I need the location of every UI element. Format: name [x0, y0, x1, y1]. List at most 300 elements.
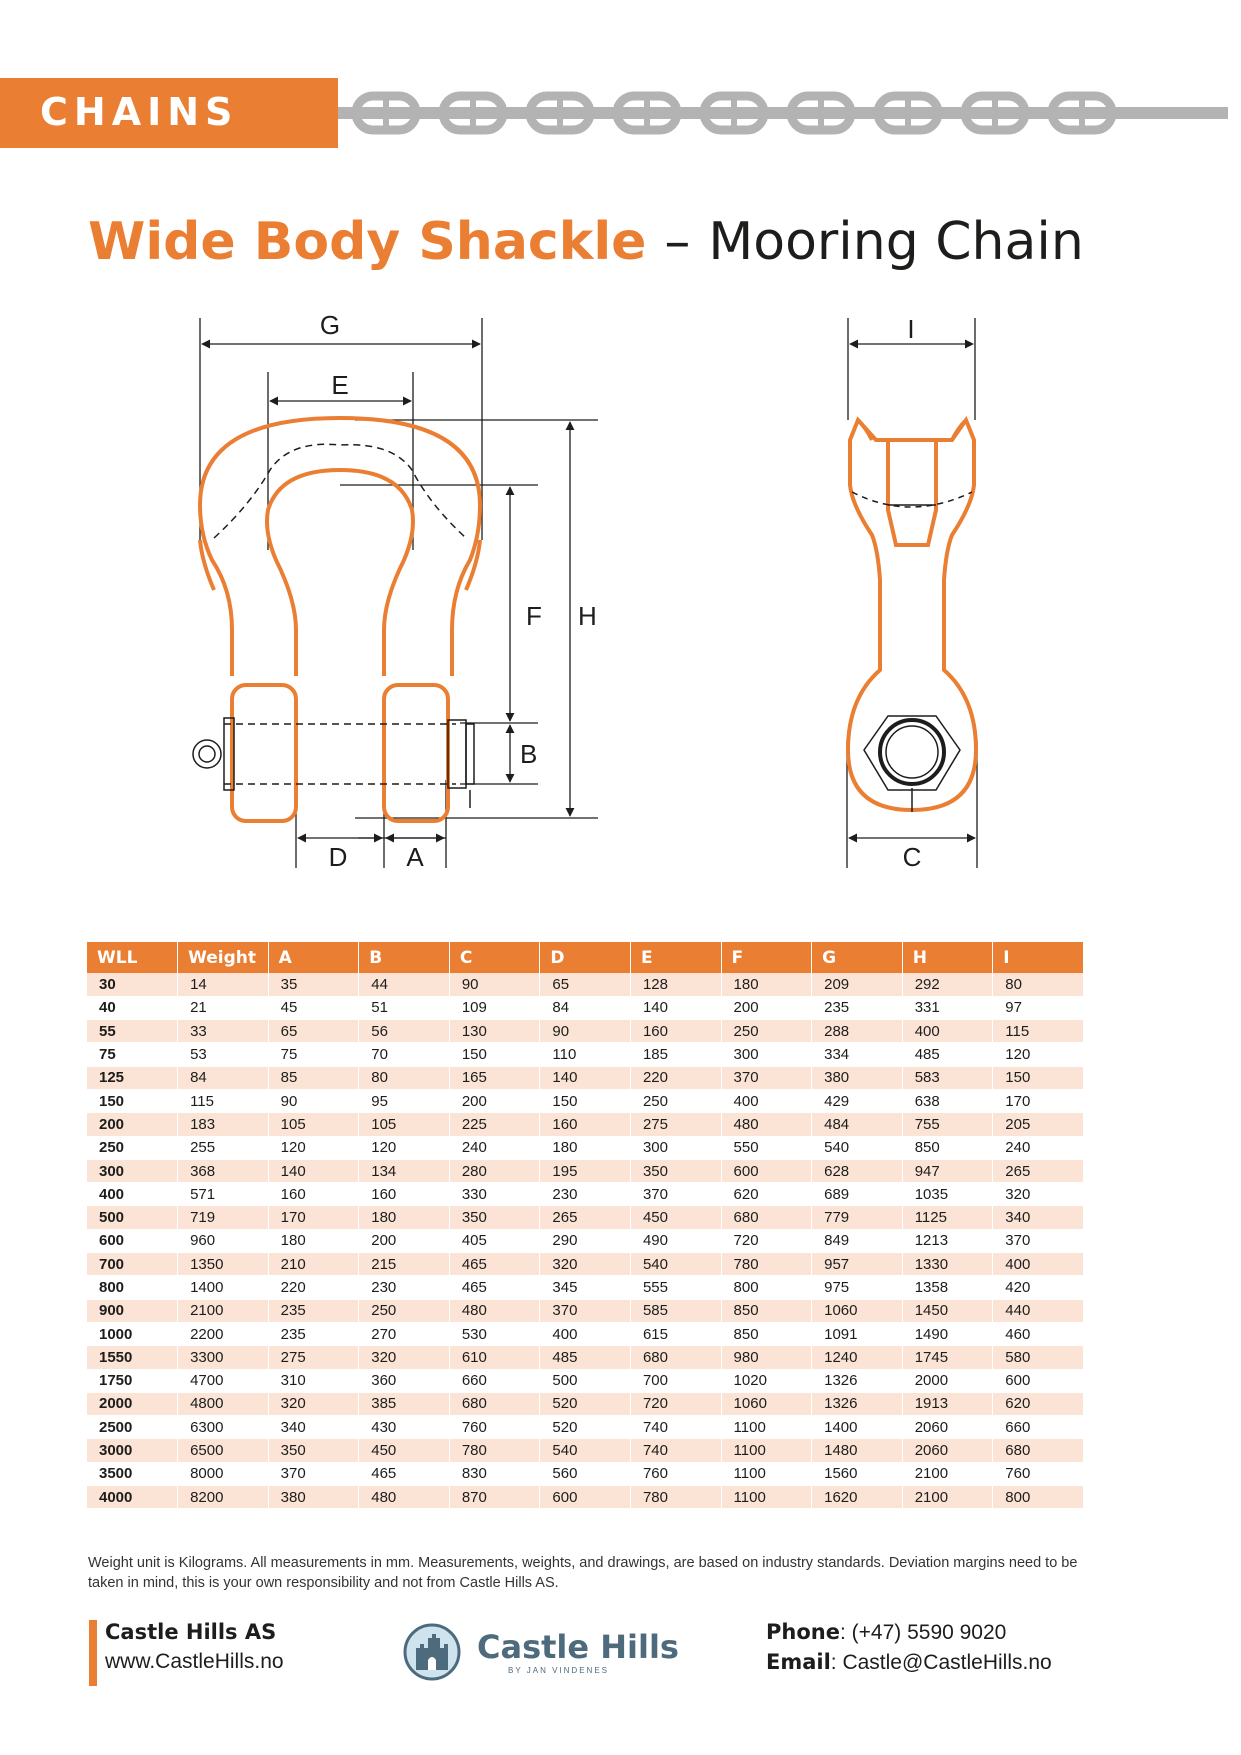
- table-cell: 230: [540, 1183, 631, 1206]
- dim-label-d: D: [328, 842, 348, 872]
- table-cell: 128: [630, 973, 721, 996]
- table-cell: 320: [268, 1392, 359, 1415]
- table-cell: 275: [268, 1346, 359, 1369]
- table-cell: 230: [359, 1276, 450, 1299]
- table-cell: 185: [630, 1043, 721, 1066]
- table-row: [87, 1416, 1084, 1439]
- table-row: [87, 1439, 1084, 1462]
- table-cell: 600: [721, 1159, 812, 1182]
- table-cell: 400: [993, 1253, 1084, 1276]
- table-cell: 183: [178, 1113, 269, 1136]
- table-row: [87, 1066, 1084, 1089]
- table-cell: 800: [87, 1276, 178, 1299]
- table-cell: 628: [812, 1159, 903, 1182]
- table-cell: 1745: [902, 1346, 993, 1369]
- table-cell: 2060: [902, 1416, 993, 1439]
- table-cell: 2100: [902, 1486, 993, 1509]
- table-cell: 160: [268, 1183, 359, 1206]
- table-cell: 620: [993, 1392, 1084, 1415]
- column-header: C: [449, 942, 540, 973]
- table-cell: 1350: [178, 1253, 269, 1276]
- table-header-row: [87, 942, 1084, 973]
- table-cell: 3500: [87, 1462, 178, 1485]
- table-cell: 200: [449, 1089, 540, 1112]
- table-cell: 615: [630, 1322, 721, 1345]
- table-cell: 90: [449, 973, 540, 996]
- table-cell: 1620: [812, 1486, 903, 1509]
- table-cell: 6500: [178, 1439, 269, 1462]
- table-cell: 620: [721, 1183, 812, 1206]
- table-cell: 4000: [87, 1486, 178, 1509]
- table-cell: 400: [87, 1183, 178, 1206]
- table-cell: 340: [993, 1206, 1084, 1229]
- table-cell: 1560: [812, 1462, 903, 1485]
- table-cell: 134: [359, 1159, 450, 1182]
- table-cell: 170: [993, 1089, 1084, 1112]
- table-cell: 210: [268, 1253, 359, 1276]
- table-cell: 1750: [87, 1369, 178, 1392]
- table-cell: 6300: [178, 1416, 269, 1439]
- table-cell: 8200: [178, 1486, 269, 1509]
- spec-table: [87, 942, 1084, 1509]
- table-cell: 1358: [902, 1276, 993, 1299]
- table-cell: 84: [540, 996, 631, 1019]
- table-row: [87, 1229, 1084, 1252]
- dim-label-e: E: [331, 370, 349, 400]
- table-cell: 235: [812, 996, 903, 1019]
- table-cell: 292: [902, 973, 993, 996]
- table-cell: 300: [630, 1136, 721, 1159]
- table-cell: 280: [449, 1159, 540, 1182]
- table-row: [87, 1089, 1084, 1112]
- table-cell: 200: [721, 996, 812, 1019]
- table-cell: 370: [268, 1462, 359, 1485]
- table-cell: 460: [993, 1322, 1084, 1345]
- table-row: [87, 1322, 1084, 1345]
- table-cell: 33: [178, 1020, 269, 1043]
- table-cell: 520: [540, 1416, 631, 1439]
- table-row: [87, 1392, 1084, 1415]
- table-cell: 109: [449, 996, 540, 1019]
- table-cell: 385: [359, 1392, 450, 1415]
- table-cell: 235: [268, 1299, 359, 1322]
- table-cell: 180: [540, 1136, 631, 1159]
- table-row: [87, 1043, 1084, 1066]
- table-cell: 400: [902, 1020, 993, 1043]
- website-link[interactable]: www.CastleHills.no: [105, 1650, 284, 1673]
- table-cell: 265: [540, 1206, 631, 1229]
- table-cell: 250: [359, 1299, 450, 1322]
- table-cell: 65: [540, 973, 631, 996]
- table-cell: 947: [902, 1159, 993, 1182]
- footer-accent-bar: [89, 1620, 97, 1686]
- table-cell: 975: [812, 1276, 903, 1299]
- table-cell: 1400: [178, 1276, 269, 1299]
- table-cell: 1100: [721, 1439, 812, 1462]
- table-cell: 500: [87, 1206, 178, 1229]
- table-cell: 560: [540, 1462, 631, 1485]
- table-cell: 75: [268, 1043, 359, 1066]
- table-cell: 405: [449, 1229, 540, 1252]
- table-cell: 719: [178, 1206, 269, 1229]
- table-cell: 120: [268, 1136, 359, 1159]
- page-title: [88, 212, 1084, 272]
- table-cell: 1326: [812, 1369, 903, 1392]
- table-cell: 3300: [178, 1346, 269, 1369]
- table-cell: 225: [449, 1113, 540, 1136]
- table-cell: 480: [449, 1299, 540, 1322]
- table-cell: 530: [449, 1322, 540, 1345]
- column-header: F: [721, 942, 812, 973]
- dim-label-b: B: [520, 739, 538, 769]
- table-cell: 3000: [87, 1439, 178, 1462]
- table-cell: 265: [993, 1159, 1084, 1182]
- table-cell: 571: [178, 1183, 269, 1206]
- table-cell: 490: [630, 1229, 721, 1252]
- table-cell: 720: [630, 1392, 721, 1415]
- table-cell: 1490: [902, 1322, 993, 1345]
- table-cell: 429: [812, 1089, 903, 1112]
- table-cell: 330: [449, 1183, 540, 1206]
- table-cell: 80: [993, 973, 1084, 996]
- table-cell: 240: [449, 1136, 540, 1159]
- shackle-drawing: [0, 300, 1241, 880]
- table-cell: 2200: [178, 1322, 269, 1345]
- column-header: D: [540, 942, 631, 973]
- title-subtitle: Mooring Chain: [708, 212, 1084, 272]
- table-cell: 680: [993, 1439, 1084, 1462]
- table-cell: 345: [540, 1276, 631, 1299]
- table-cell: 1913: [902, 1392, 993, 1415]
- category-banner: [0, 78, 338, 148]
- table-cell: 555: [630, 1276, 721, 1299]
- table-cell: 370: [540, 1299, 631, 1322]
- table-cell: 800: [993, 1486, 1084, 1509]
- table-cell: 440: [993, 1299, 1084, 1322]
- table-cell: 95: [359, 1089, 450, 1112]
- table-cell: 760: [993, 1462, 1084, 1485]
- table-cell: 1000: [87, 1322, 178, 1345]
- table-cell: 80: [359, 1066, 450, 1089]
- table-cell: 160: [540, 1113, 631, 1136]
- table-cell: 125: [87, 1066, 178, 1089]
- table-cell: 275: [630, 1113, 721, 1136]
- table-cell: 380: [812, 1066, 903, 1089]
- table-cell: 250: [87, 1136, 178, 1159]
- table-cell: 465: [449, 1276, 540, 1299]
- table-cell: 350: [449, 1206, 540, 1229]
- table-cell: 209: [812, 973, 903, 996]
- table-cell: 850: [721, 1322, 812, 1345]
- table-cell: 849: [812, 1229, 903, 1252]
- table-cell: 850: [721, 1299, 812, 1322]
- table-cell: 105: [359, 1113, 450, 1136]
- dim-label-a: A: [406, 842, 424, 872]
- table-cell: 610: [449, 1346, 540, 1369]
- title-product: Wide Body Shackle: [88, 212, 647, 272]
- phone-label: Phone: [766, 1620, 840, 1644]
- table-cell: 2500: [87, 1416, 178, 1439]
- table-cell: 2000: [902, 1369, 993, 1392]
- table-cell: 120: [359, 1136, 450, 1159]
- table-cell: 370: [721, 1066, 812, 1089]
- table-cell: 40: [87, 996, 178, 1019]
- table-cell: 165: [449, 1066, 540, 1089]
- table-cell: 430: [359, 1416, 450, 1439]
- table-cell: 65: [268, 1020, 359, 1043]
- table-cell: 8000: [178, 1462, 269, 1485]
- table-cell: 485: [902, 1043, 993, 1066]
- table-cell: 220: [268, 1276, 359, 1299]
- table-cell: 140: [630, 996, 721, 1019]
- table-cell: 288: [812, 1020, 903, 1043]
- table-cell: 900: [87, 1299, 178, 1322]
- table-cell: 44: [359, 973, 450, 996]
- email-label: Email: [766, 1650, 831, 1674]
- table-cell: 140: [268, 1159, 359, 1182]
- banner-label: CHAINS: [40, 90, 239, 134]
- table-row: [87, 1299, 1084, 1322]
- table-cell: 115: [178, 1089, 269, 1112]
- table-cell: 580: [993, 1346, 1084, 1369]
- table-cell: 960: [178, 1229, 269, 1252]
- table-cell: 850: [902, 1136, 993, 1159]
- table-cell: 1035: [902, 1183, 993, 1206]
- table-row: [87, 973, 1084, 996]
- table-cell: 2000: [87, 1392, 178, 1415]
- table-cell: 320: [993, 1183, 1084, 1206]
- dim-label-g: G: [319, 310, 341, 340]
- table-cell: 160: [359, 1183, 450, 1206]
- table-cell: 85: [268, 1066, 359, 1089]
- table-cell: 4800: [178, 1392, 269, 1415]
- table-cell: 585: [630, 1299, 721, 1322]
- table-cell: 660: [993, 1416, 1084, 1439]
- column-header: WLL: [87, 942, 178, 973]
- table-cell: 1060: [721, 1392, 812, 1415]
- dim-label-f: F: [526, 601, 542, 631]
- table-cell: 484: [812, 1113, 903, 1136]
- table-cell: 75: [87, 1043, 178, 1066]
- table-row: [87, 1206, 1084, 1229]
- logo-tagline: BY JAN VINDENES: [508, 1666, 609, 1675]
- phone-number[interactable]: : (+47) 5590 9020: [839, 1621, 1007, 1644]
- table-cell: 270: [359, 1322, 450, 1345]
- table-cell: 480: [721, 1113, 812, 1136]
- table-cell: 780: [449, 1439, 540, 1462]
- table-cell: 450: [359, 1439, 450, 1462]
- dim-label-c: C: [902, 842, 922, 872]
- table-cell: 680: [449, 1392, 540, 1415]
- table-cell: 205: [993, 1113, 1084, 1136]
- table-cell: 300: [721, 1043, 812, 1066]
- table-cell: 1326: [812, 1392, 903, 1415]
- table-cell: 215: [359, 1253, 450, 1276]
- phone-contact: [766, 1620, 1006, 1645]
- table-cell: 14: [178, 973, 269, 996]
- table-cell: 150: [540, 1089, 631, 1112]
- table-cell: 255: [178, 1136, 269, 1159]
- table-cell: 310: [268, 1369, 359, 1392]
- table-cell: 540: [630, 1253, 721, 1276]
- table-row: [87, 1369, 1084, 1392]
- table-cell: 755: [902, 1113, 993, 1136]
- table-row: [87, 1020, 1084, 1043]
- table-cell: 689: [812, 1183, 903, 1206]
- table-cell: 170: [268, 1206, 359, 1229]
- logo-name: Castle Hills: [477, 1628, 679, 1666]
- table-cell: 1450: [902, 1299, 993, 1322]
- table-cell: 380: [268, 1486, 359, 1509]
- title-separator: –: [664, 212, 691, 272]
- table-cell: 583: [902, 1066, 993, 1089]
- table-cell: 780: [630, 1486, 721, 1509]
- table-cell: 740: [630, 1439, 721, 1462]
- table-cell: 250: [630, 1089, 721, 1112]
- table-cell: 84: [178, 1066, 269, 1089]
- column-header: H: [902, 942, 993, 973]
- table-cell: 400: [540, 1322, 631, 1345]
- table-cell: 450: [630, 1206, 721, 1229]
- table-cell: 320: [540, 1253, 631, 1276]
- table-row: [87, 996, 1084, 1019]
- table-cell: 320: [359, 1346, 450, 1369]
- table-cell: 1550: [87, 1346, 178, 1369]
- table-cell: 1020: [721, 1369, 812, 1392]
- table-cell: 1100: [721, 1416, 812, 1439]
- table-cell: 250: [721, 1020, 812, 1043]
- table-cell: 600: [540, 1486, 631, 1509]
- table-cell: 350: [630, 1159, 721, 1182]
- table-cell: 1100: [721, 1462, 812, 1485]
- table-cell: 195: [540, 1159, 631, 1182]
- table-cell: 370: [993, 1229, 1084, 1252]
- table-cell: 1100: [721, 1486, 812, 1509]
- column-header: I: [993, 942, 1084, 973]
- table-cell: 1060: [812, 1299, 903, 1322]
- table-cell: 105: [268, 1113, 359, 1136]
- table-cell: 70: [359, 1043, 450, 1066]
- table-row: [87, 1159, 1084, 1182]
- table-cell: 150: [993, 1066, 1084, 1089]
- email-address[interactable]: : Castle@CastleHills.no: [830, 1651, 1052, 1674]
- company-name: Castle Hills AS: [105, 1620, 277, 1644]
- table-cell: 300: [87, 1159, 178, 1182]
- table-cell: 700: [630, 1369, 721, 1392]
- table-row: [87, 1486, 1084, 1509]
- table-cell: 55: [87, 1020, 178, 1043]
- table-cell: 465: [359, 1462, 450, 1485]
- table-cell: 150: [449, 1043, 540, 1066]
- table-cell: 240: [993, 1136, 1084, 1159]
- table-cell: 334: [812, 1043, 903, 1066]
- column-header: A: [268, 942, 359, 973]
- table-cell: 500: [540, 1369, 631, 1392]
- column-header: B: [359, 942, 450, 973]
- table-cell: 340: [268, 1416, 359, 1439]
- table-cell: 45: [268, 996, 359, 1019]
- table-cell: 700: [87, 1253, 178, 1276]
- table-cell: 870: [449, 1486, 540, 1509]
- table-cell: 638: [902, 1089, 993, 1112]
- table-cell: 1125: [902, 1206, 993, 1229]
- table-cell: 180: [268, 1229, 359, 1252]
- table-cell: 540: [540, 1439, 631, 1462]
- table-row: [87, 1276, 1084, 1299]
- table-cell: 1480: [812, 1439, 903, 1462]
- dim-label-h: H: [578, 601, 597, 631]
- table-cell: 760: [630, 1462, 721, 1485]
- table-cell: 220: [630, 1066, 721, 1089]
- table-cell: 90: [268, 1089, 359, 1112]
- table-cell: 980: [721, 1346, 812, 1369]
- table-cell: 680: [721, 1206, 812, 1229]
- table-cell: 720: [721, 1229, 812, 1252]
- column-header: Weight: [178, 942, 269, 973]
- column-header: E: [630, 942, 721, 973]
- table-cell: 235: [268, 1322, 359, 1345]
- table-cell: 400: [721, 1089, 812, 1112]
- table-cell: 1213: [902, 1229, 993, 1252]
- table-cell: 480: [359, 1486, 450, 1509]
- table-cell: 1400: [812, 1416, 903, 1439]
- table-cell: 830: [449, 1462, 540, 1485]
- table-cell: 4700: [178, 1369, 269, 1392]
- column-header: G: [812, 942, 903, 973]
- table-cell: 368: [178, 1159, 269, 1182]
- table-cell: 600: [993, 1369, 1084, 1392]
- table-cell: 360: [359, 1369, 450, 1392]
- table-cell: 160: [630, 1020, 721, 1043]
- table-cell: 35: [268, 973, 359, 996]
- chain-decoration-icon: [338, 78, 1238, 148]
- table-cell: 115: [993, 1020, 1084, 1043]
- table-cell: 110: [540, 1043, 631, 1066]
- table-cell: 2100: [178, 1299, 269, 1322]
- table-row: [87, 1346, 1084, 1369]
- table-cell: 2060: [902, 1439, 993, 1462]
- table-row: [87, 1253, 1084, 1276]
- table-cell: 2100: [902, 1462, 993, 1485]
- dim-label-i: I: [907, 314, 915, 344]
- table-cell: 957: [812, 1253, 903, 1276]
- table-cell: 540: [812, 1136, 903, 1159]
- table-cell: 680: [630, 1346, 721, 1369]
- table-cell: 740: [630, 1416, 721, 1439]
- disclaimer-note: Weight unit is Kilograms. All measurements in mm. Measurements, weights, and drawings, are based on industry standards. Deviation margins need to be taken in mind, this is your own responsibility and not from Castle Hills AS.: [88, 1555, 1078, 1591]
- email-contact: [766, 1650, 1052, 1675]
- table-cell: 53: [178, 1043, 269, 1066]
- table-cell: 51: [359, 996, 450, 1019]
- table-cell: 180: [721, 973, 812, 996]
- table-cell: 1330: [902, 1253, 993, 1276]
- table-cell: 200: [359, 1229, 450, 1252]
- table-cell: 350: [268, 1439, 359, 1462]
- table-cell: 331: [902, 996, 993, 1019]
- table-cell: 465: [449, 1253, 540, 1276]
- table-cell: 800: [721, 1276, 812, 1299]
- table-row: [87, 1113, 1084, 1136]
- table-row: [87, 1462, 1084, 1485]
- table-cell: 1091: [812, 1322, 903, 1345]
- table-cell: 485: [540, 1346, 631, 1369]
- table-cell: 290: [540, 1229, 631, 1252]
- table-cell: 97: [993, 996, 1084, 1019]
- table-cell: 180: [359, 1206, 450, 1229]
- table-cell: 90: [540, 1020, 631, 1043]
- table-cell: 660: [449, 1369, 540, 1392]
- table-cell: 600: [87, 1229, 178, 1252]
